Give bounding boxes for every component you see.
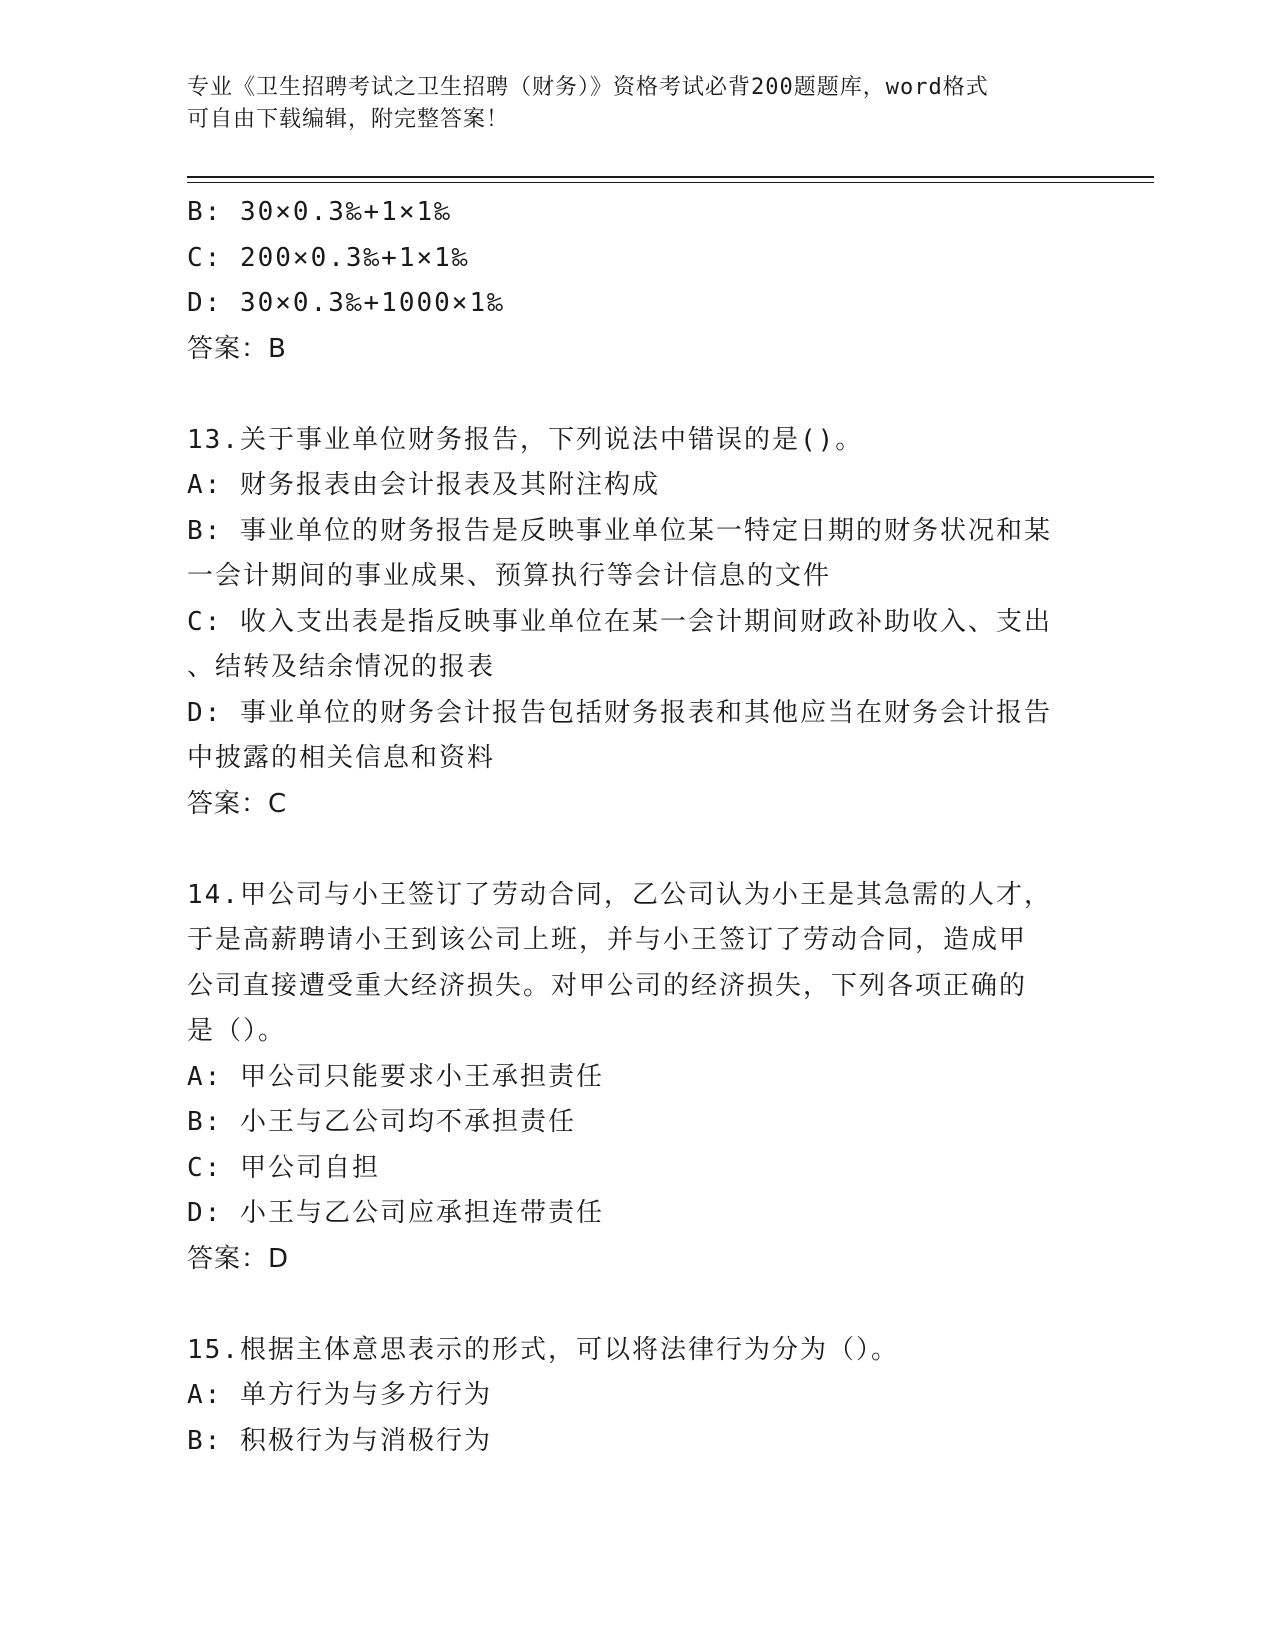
option-a: A: 单方行为与多方行为	[187, 1380, 492, 1410]
question-stem-line-2: 于是高薪聘请小王到该公司上班，并与小王签订了劳动合同，造成甲	[187, 925, 1028, 955]
option-b: B: 积极行为与消极行为	[187, 1425, 492, 1456]
option-c: C: 200×0.3‰+1×1‰	[187, 242, 470, 273]
question-stem-line-4: 是（）。	[187, 1016, 287, 1046]
option-d-line-1: D: 事业单位的财务会计报告包括财务报表和其他应当在财务会计报告	[187, 697, 1052, 728]
option-a: A: 财务报表由会计报表及其附注构成	[187, 470, 660, 500]
option-a: A: 甲公司只能要求小王承担责任	[187, 1061, 604, 1092]
answer: 答案：C	[187, 788, 288, 819]
spacer	[187, 372, 1087, 418]
option-c-line-2: 、结转及结余情况的报表	[187, 652, 496, 682]
option-d: D: 小王与乙公司应承担连带责任	[187, 1198, 604, 1228]
question-stem-line-3: 公司直接遭受重大经济损失。对甲公司的经济损失，下列各项正确的	[187, 970, 1028, 1001]
spacer	[187, 827, 1087, 873]
spacer	[187, 1282, 1087, 1328]
option-b-line-2: 一会计期间的事业成果、预算执行等会计信息的文件	[187, 561, 832, 591]
question-list	[187, 190, 1087, 1464]
question-15	[187, 1328, 1087, 1465]
header-title-line-2: 可自由下载编辑，附完整答案！	[187, 107, 510, 132]
option-b-line-1: B: 事业单位的财务报告是反映事业单位某一特定日期的财务状况和某	[187, 515, 1052, 546]
header-divider-thick	[187, 176, 1154, 178]
answer: 答案：D	[187, 1243, 290, 1274]
answer: 答案：B	[187, 333, 287, 364]
document-header	[187, 72, 1067, 136]
header-title-line-1: 专业《卫生招聘考试之卫生招聘（财务）》资格考试必背200题题库，word格式	[187, 75, 989, 100]
question-14	[187, 873, 1087, 1283]
question-12-continued	[187, 190, 1087, 372]
question-stem: 15.根据主体意思表示的形式，可以将法律行为分为（）。	[187, 1334, 899, 1365]
option-c: C: 甲公司自担	[187, 1152, 380, 1183]
option-c-line-1: C: 收入支出表是指反映事业单位在某一会计期间财政补助收入、支出	[187, 606, 1052, 637]
option-b: B: 30×0.3‰+1×1‰	[187, 197, 452, 227]
question-stem-line-1: 14.甲公司与小王签订了劳动合同，乙公司认为小王是其急需的人才，	[187, 879, 1052, 910]
question-13	[187, 418, 1087, 828]
option-b: B: 小王与乙公司均不承担责任	[187, 1107, 576, 1137]
option-d-line-2: 中披露的相关信息和资料	[187, 743, 496, 773]
header-divider-thin	[187, 182, 1154, 183]
option-d: D: 30×0.3‰+1000×1‰	[187, 288, 505, 318]
question-stem: 13.关于事业单位财务报告，下列说法中错误的是()。	[187, 424, 864, 455]
